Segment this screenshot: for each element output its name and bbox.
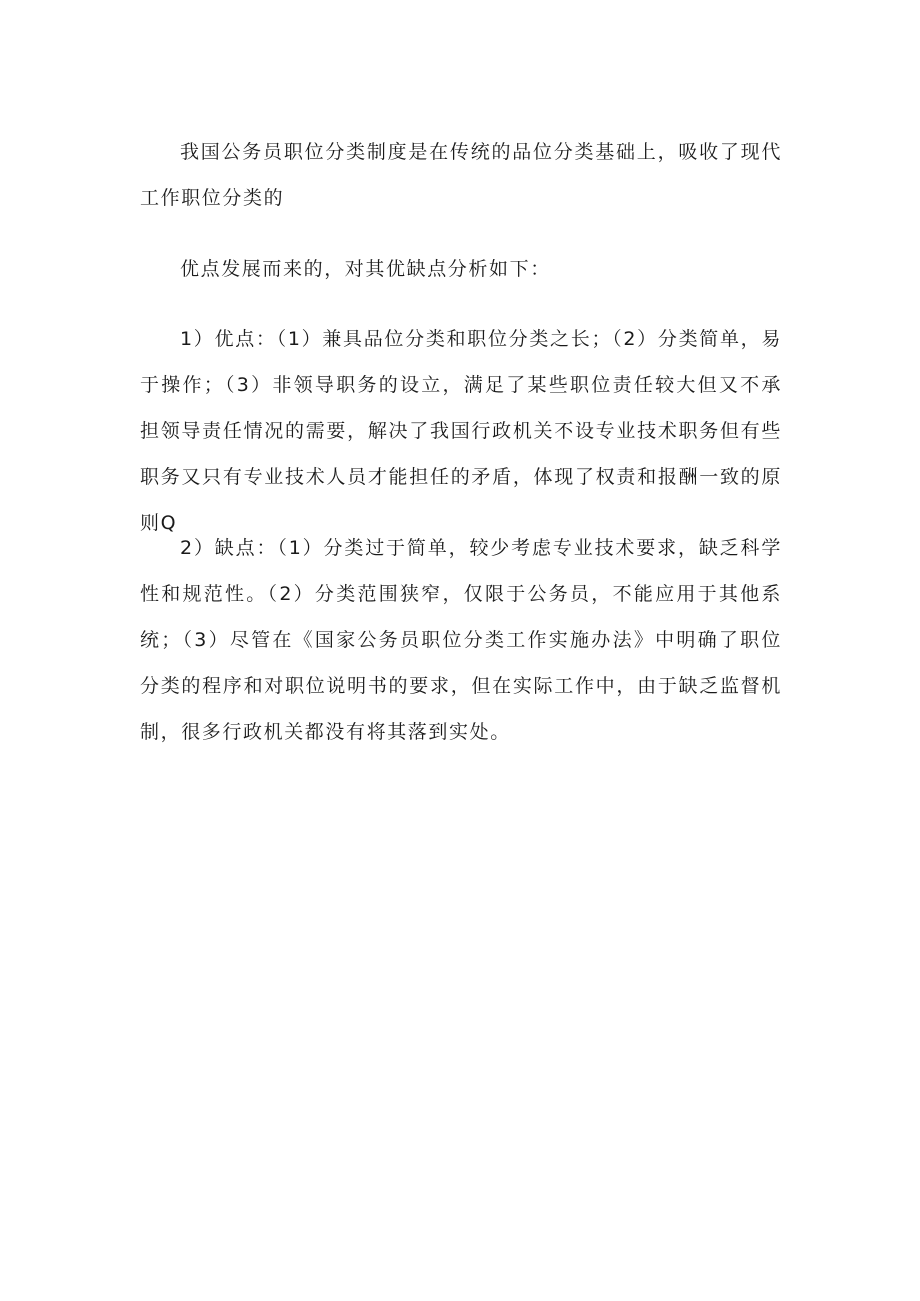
paragraph-advantages: 1）优点：（1）兼具品位分类和职位分类之长；（2）分类简单，易于操作；（3）非领导职务的设立，满足了某些职位责任较大但又不承担领导责任情况的需要，解决了我国行政机关不设专业技术职务但有些职务又只有专业技术人员才能担任的矛盾，体现了权责和报酬一致的原则Q <box>140 328 782 534</box>
paragraph-intro-continued: 优点发展而来的，对其优缺点分析如下： <box>180 258 551 280</box>
paragraph-intro: 我国公务员职位分类制度是在传统的品位分类基础上，吸收了现代工作职位分类的 <box>140 141 782 209</box>
paragraph-disadvantages: 2）缺点：（1）分类过于简单，较少考虑专业技术要求，缺乏科学性和规范性。（2）分类范围狭窄，仅限于公务员，不能应用于其他系统；（3）尽管在《国家公务员职位分类工作实施办法》中明确了职位分类的程序和对职位说明书的要求，但在实际工作中，由于缺乏监督机制，很多行政机关都没有将其落到实处。 <box>140 537 782 743</box>
